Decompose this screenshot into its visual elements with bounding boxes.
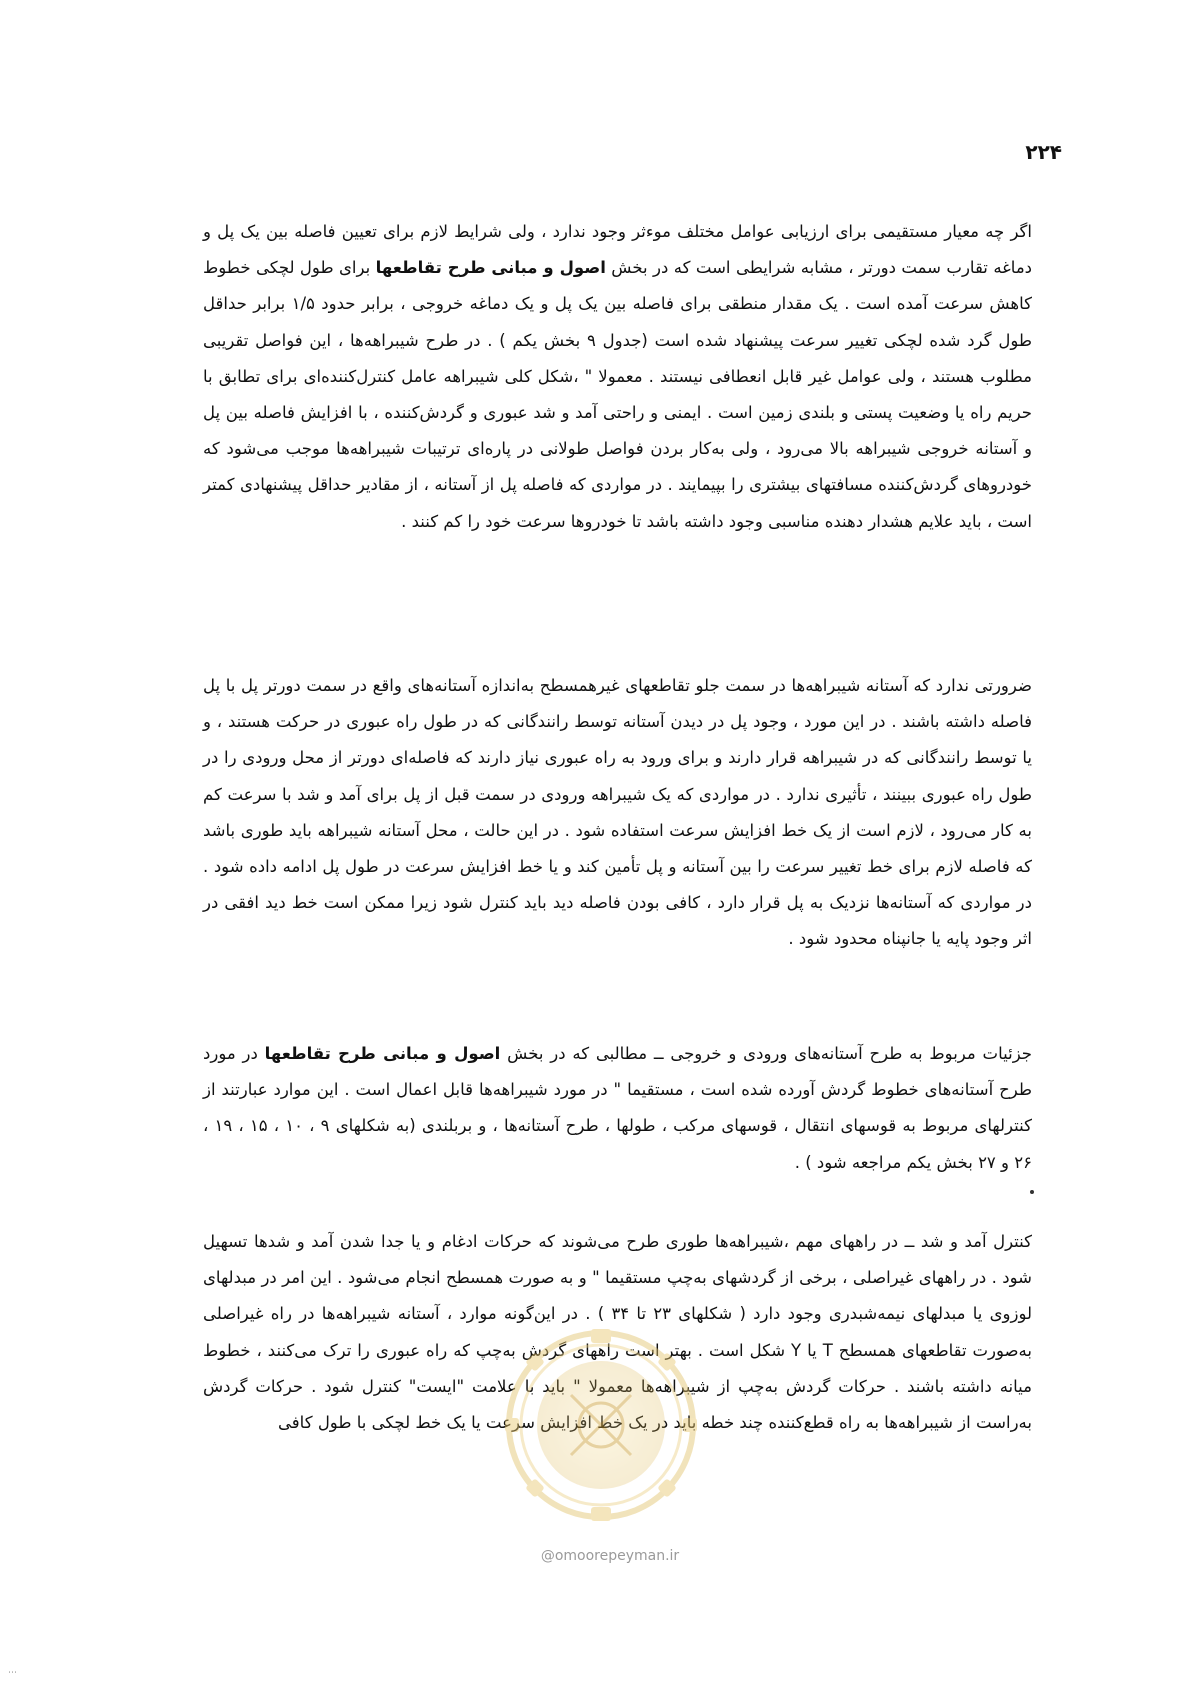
paragraph-text: اگر چه معیار مستقیمی برای ارزیابی عوامل مختلف موءثر وجود ندارد ، ولی شرایط لازم برای تعیین فاصله بین یک پل و دماغه تقارب سمت دورتر ، مشابه شرایطی است که در بخش [203, 222, 1033, 278]
paragraph-text: برای طول لچکی خطوط کاهش سرعت آمده است . یک مقدار منطقی برای فاصله بین یک پل و یک دماغه خروجی ، برابر حدود ۱/۵ برابر حداقل طول گرد شده لچکی تغییر سرعت پیشنهاد شده است (جدول ۹ بخش یکم ) . در طرح شیبراهه‌ها ، این فواصل تقریبی مطلوب هستند ، ولی عوامل غیر قابل انعطافی نیستند . معمولا " ،شکل کلی شیبراهه عامل کنترل‌کننده‌ای برای تطابق با حریم راه یا وضعیت پستی و بلندی زمین است . ایمنی و راحتی آمد و شد عبوری و گردش‌کننده ، با افزایش فاصله بین پل و آستانه خروجی شیبراهه بالا می‌رود ، ولی به‌کار بردن فواصل طولانی در پاره‌ای ترتیبات شیبراهه‌ها موجب می‌شود که خودروهای گردش‌کننده مسافتهای بیشتری را بپیمایند . در مواردی که فاصله پل از آستانه ، از مقادیر حداقل پیشنهادی کمتر است ، باید علایم هشدار دهنده مناسبی وجود داشته باشد تا خودروها سرعت خود را کم کنند . [203, 258, 1033, 531]
section-reference-emphasis: اصول و مبانی طرح تقاطعها [264, 1044, 501, 1063]
scan-corner-marks: ⋯ [8, 1668, 19, 1678]
paragraph-text: کنترل آمد و شد ــ در راههای مهم ،شیبراهه‌ها طوری طرح می‌شوند که حرکات ادغام و یا جدا شدن آمد و شدها تسهیل شود . در راههای غیراصلی ، برخی از گردشهای به‌چپ مستقیما " و به صورت همسطح انجام می‌شود . این امر در مبدلهای لوزوی یا مبدلهای نیمه‌شبدری وجود دارد ( شکلهای ۲۳ تا ۳۴ ) . در این‌گونه موارد ، آستانه شیبراهه‌ها در راه غیراصلی به‌صورت تقاطعهای همسطح T یا Y شکل است . بهتر است راههای گردش به‌چپ که راه عبوری را ترک می‌کنند ، خطوط میانه داشته باشند . حرکات گردش به‌چپ از شیبراهه‌ها معمولا " باید با علامت "ایست" کنترل شود . حرکات گردش به‌راست از شیبراهه‌ها به راه قطع‌کننده چند خطه باید در یک خط افزایش سرعت یا یک خط لچکی با طول کافی [203, 1232, 1033, 1433]
paragraph-text: ضرورتی ندارد که آستانه شیبراهه‌ها در سمت جلو تقاطعهای غیرهمسطح به‌اندازه آستانه‌های واقع در سمت دورتر پل با پل فاصله داشته باشند . در این مورد ، وجود پل در دیدن آستانه توسط رانندگانی که در طول راه عبوری در حرکت هستند ، و یا توسط رانندگانی که در شیبراهه قرار دارند و برای ورود به راه عبوری نیاز دارند که فاصله‌ای دورتر از محل ورودی را در طول راه عبوری ببینند ، تأثیری ندارد . در مواردی که یک شیبراهه ورودی در سمت قبل از پل برای آمد و شد با سرعت کم به کار می‌رود ، لازم است از یک خط افزایش سرعت استفاده شود . در این حالت ، محل آستانه شیبراهه باید طوری باشد که فاصله لازم برای خط تغییر سرعت را بین آستانه و پل تأمین کند و یا خط افزایش سرعت در طول پل ادامه داده شود . در مواردی که آستانه‌ها نزدیک به پل قرار دارد ، کافی بودن فاصله دید باید کنترل شود زیرا ممکن است خط دید افقی در اثر وجود پایه یا جانپناه محدود شود . [203, 676, 1032, 949]
paragraph-bridge-ramp-distance [203, 214, 1032, 540]
watermark-url: @omoorepeyman.ir [540, 1548, 680, 1564]
paragraph-text: در مورد طرح آستانه‌های خطوط گردش آورده شده است ، مستقیما " در مورد شیبراهه‌ها قابل اعمال است . این موارد عبارتند از کنترلهای مربوط به قوسهای انتقال ، قوسهای مرکب ، طولها ، طرح آستانه‌ها ، و بربلندی (به شکلهای ۹ ، ۱۰ ، ۱۵ ، ۱۹ ، ۲۶ و ۲۷ بخش یکم مراجعه شود ) . [203, 1044, 1032, 1172]
section-reference-emphasis: اصول و مبانی طرح تقاطعها [375, 258, 606, 278]
paragraph-traffic-control [203, 1224, 1032, 1441]
paragraph-near-side-terminals [203, 668, 1032, 958]
page-number: ۲۲۴ [1025, 140, 1062, 164]
stray-dot [1030, 1190, 1034, 1194]
paragraph-text: جزئیات مربوط به طرح آستانه‌های ورودی و خروجی ــ مطالبی که در بخش [500, 1044, 1032, 1063]
paragraph-terminal-design-details [203, 1036, 1032, 1181]
